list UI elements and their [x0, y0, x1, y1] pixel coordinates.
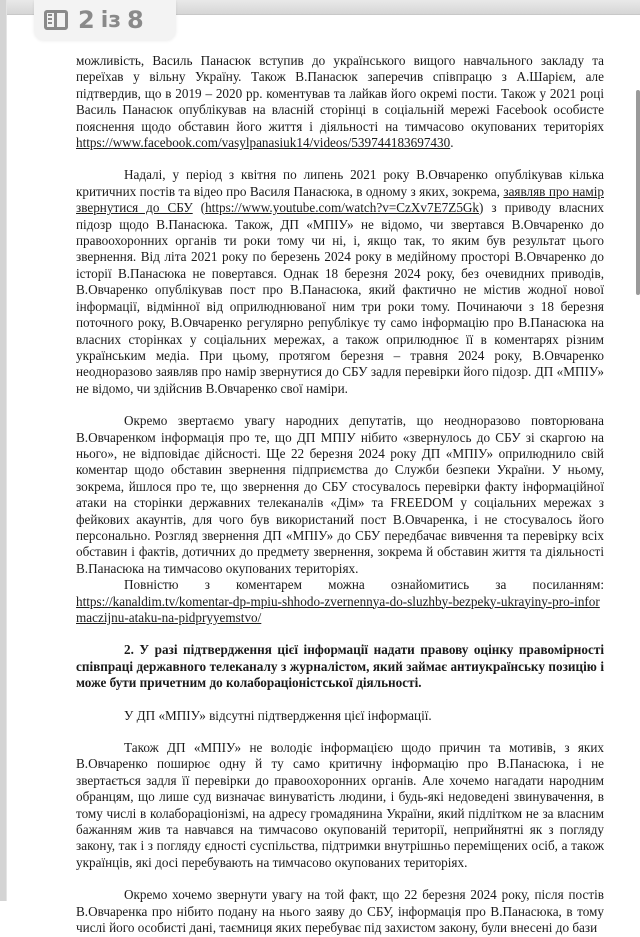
paragraph-4-link-line [76, 594, 604, 627]
section-heading-2: 2. У разі підтвердження цієї інформації надати правову оцінку правомірності співпраці державного телеканалу з журналістом, який займає антиукраїнську позицію і може бути причетним до колабораціоністської діяльності. [76, 642, 604, 691]
youtube-link[interactable]: https://www.youtube.com/watch?v=CzXv7E7Z5Gk [205, 200, 480, 216]
total-pages: 8 [127, 6, 144, 34]
paragraph-4: Повністю з коментарем можна ознайомитись за посиланням: [124, 577, 604, 593]
facebook-link[interactable]: https://www.facebook.com/vasylpanasiuk14/videos/539744183697430 [76, 135, 451, 151]
page-separator: із [100, 7, 122, 33]
sidebar-icon[interactable] [44, 10, 68, 30]
scrollbar-thumb[interactable] [636, 90, 640, 295]
kanaldim-link[interactable]: https://kanaldim.tv/komentar-dp-mpiu-shhodo-zvernennya-do-sluzhby-bezpeky-ukrayiny-pro-informaczijnu-ataku-na-pidpryyemstvo/ [76, 593, 600, 625]
paragraph-3: Окремо звертаємо увагу народних депутатів, що неодноразово повторювана В.Овчаренком інформація про те, що ДП МПІУ нібито «звернулось до СБУ зі скаргою на нього», не відповідає дійсності. Ще 22 березня 2024 року ДП «МПІУ» оприлюднило свій коментар щодо обставин звернення підприємства до Служби безпеки України. У ньому, зокрема, йшлося про те, що звернення до СБУ стосувалось перевірки факту інформаційної атаки на сторінки державних телеканалів «Дім» та FREEDOM у соціальних мережах з фейкових акаунтів, для чого був використаний пост В.Овчаренка, і не стосувалось його персонально. Розгляд звернення ДП «МПІУ» до СБУ передбачає вивчення та перевірку всіх обставин і фактів, дотичних до предмету звернення, зокрема й обставин життя та діяльності В.Панасюка на тимчасово окупованих територіях. [76, 413, 604, 576]
paragraph-5: У ДП «МПІУ» відсутні підтвердження цієї інформації. [124, 707, 432, 723]
sbu-statement-link[interactable]: заявляв про намір звернутися до СБУ [76, 183, 604, 216]
paragraph-7: Окремо хочемо звернути увагу на той факт, що 22 березня 2024 року, після постів В.Овчаренка про нібито подану на нього заяву до СБУ, інформація про В.Панасюка, в тому числі його особисті дані, таємниця яких перебуває під захистом закону, були внесені до бази [76, 887, 604, 936]
document-page [76, 53, 604, 937]
paragraph-6: Також ДП «МПІУ» не володіє інформацією щодо причин та мотивів, з яких В.Овчаренко поширює одну й ту само критичну інформацію про В.Панасюка, і не звертається задля її перевірки до правоохоронних органів. Але хочемо нагадати народним обранцям, що лише суд визначає винуватість людини, і будь-які недоведені звинувачення, в тому числі в колабораціонізмі, на адресу громадянина України, який підлітком не за власним бажанням жив та навчався на тимчасово окупованій території, неприйнятні як з погляду закону, так і з погляду єдності суспільства, підтримки внутрішньо переміщених осіб, а також українців, які досі перебувають на тимчасово окупованих територіях. [76, 740, 604, 870]
paragraph-2: Надалі, у період з квітня по липень 2021 року В.Овчаренко опублікував кілька критичних постів та відео про Василя Панасюка, в одному з яких, зокрема, заявляв про намір звернутися до СБУ (https://www.youtube.com/watch?v=CzXv7E7Z5Gk) з приводу власних підозр щодо В.Панасюка. Також, ДП «МПІУ» не відомо, чи звертався В.Овчаренко до правоохоронних органів ти роки тому чи ні, і, якщо так, то яким був результат цього звернення. Від літа 2021 року по березень 2024 року в медійному просторі В.Овчаренко до історії В.Панасюка не повертався. Однак 18 березня 2024 року, без очевидних приводів, В.Овчаренко опублікував пост про В.Панасюка, який фактично не містив жодної нової інформації, відмінної від оприлюднюваної ним три роки тому. Починаючи з 18 березня поточного року, В.Овчаренко регулярно републікує ту само інформацію про В.Панасюка на власних сторінках у соціальних мережах, а також оприлюднює її в коментарях різним українським медіа. При цьому, протягом березня – травня 2024 року, В.Овчаренко неодноразово заявляв про намір звернутися до СБУ задля перевірки його підозр. ДП «МПІУ» не відомо, чи здійснив В.Овчаренко свої наміри. [76, 167, 604, 396]
paragraph-1: можливість, Василь Панасюк вступив до українського вищого навчального закладу та переїхав у вільну Україну. Також В.Панасюк заперечив співпрацю з А.Шарієм, але підтвердив, що в 2019 – 2020 рр. коментував та лайкав його окремі пости. Також у 2021 році Василь Панасюк опублікував на власній сторінці в соціальній мережі Facebook особисте пояснення щодо обставин його життя і діяльності на тимчасово окупованих територіях https://www.facebook.com/vasylpanasiuk14/videos/539744183697430. [76, 53, 604, 151]
viewer-left-edge [0, 0, 7, 901]
page-indicator[interactable] [34, 0, 176, 40]
current-page: 2 [78, 6, 95, 34]
